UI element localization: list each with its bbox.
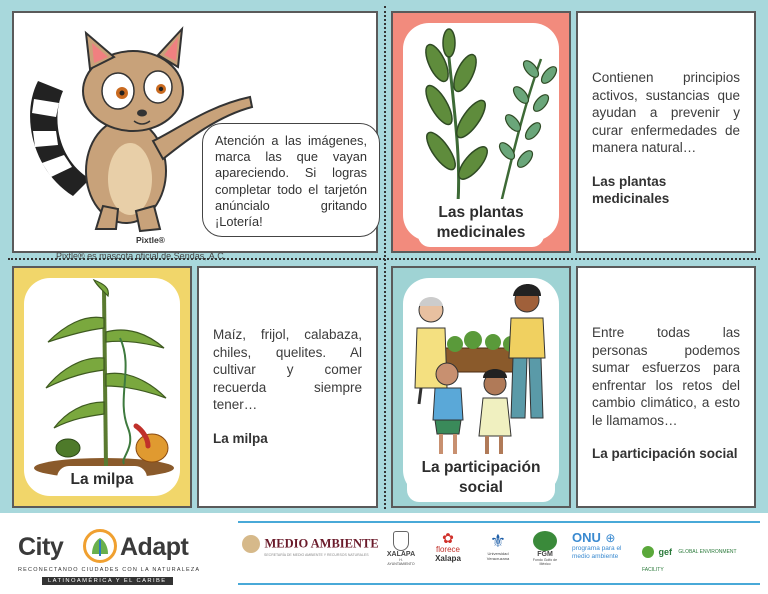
- plantas-image-card: [391, 11, 571, 253]
- un-globe-icon: ⊕: [605, 531, 616, 545]
- florece-xalapa-logo: ✿ florece Xalapa: [428, 531, 468, 563]
- onu-medio-ambiente-logo: ONU ⊕ programa para el medio ambiente: [572, 530, 622, 560]
- mascot-credit: Pixtle® es mascota oficial de Sendas, A.C.: [56, 251, 227, 261]
- sponsor-logo-strip: [238, 521, 760, 585]
- uv-logo: ⚜ Universidad Veracruzana: [476, 531, 520, 561]
- plantas-description: Contienen principios activos, sustancias que ayudan a prevenir y curar enfermedades de manera natural…: [592, 70, 740, 155]
- milpa-image-card: [12, 266, 192, 508]
- mexico-seal-icon: [242, 535, 260, 553]
- footer-logos: [0, 513, 768, 594]
- fgm-emblem-icon: [533, 531, 557, 551]
- participacion-label: La participación social: [407, 454, 555, 502]
- medio-ambiente-logo: MEDIO AMBIENTE SECRETARÍA DE MEDIO AMBIENTE Y RECURSOS NATURALES: [242, 535, 380, 557]
- community-participation-illustration: [403, 278, 559, 478]
- tail-icon: [30, 81, 90, 196]
- pixtle-instructions-card: [12, 11, 378, 261]
- cityadapt-emblem-icon: [83, 529, 117, 563]
- participacion-description: Entre todas las personas podemos sumar esfuerzos para enfrentar los retos del cambio climático, a esto le llamamos…: [592, 325, 740, 428]
- participacion-image-card: [391, 266, 571, 508]
- gef-logo: gef GLOBAL ENVIRONMENT FACILITY: [642, 546, 737, 573]
- fgm-logo: FGM Fondo Golfo de México: [528, 531, 562, 566]
- speech-bubble: Atención a las imágenes, marca las que vayan apareciendo. Si logras completar todo el tarjetón anúncialo gritando ¡Lotería!: [202, 123, 380, 237]
- milpa-text-card: [197, 266, 378, 508]
- cityadapt-logo: [6, 519, 216, 589]
- xalapa-logo: XALAPA H. AYUNTAMIENTO: [386, 531, 416, 566]
- milpa-illustration: [24, 278, 180, 478]
- cityadapt-tagline: RECONECTANDO CIUDADES CON LA NATURALEZA: [18, 567, 201, 573]
- milpa-image-panel: [24, 278, 180, 496]
- cityadapt-region: LATINOAMÉRICA Y EL CARIBE: [42, 577, 173, 585]
- cityadapt-word-city: City: [18, 533, 64, 561]
- mascot-name: Pixtle®: [136, 235, 165, 245]
- plantas-text-card: [576, 11, 756, 253]
- cityadapt-word-adapt: Adapt: [120, 533, 189, 561]
- medicinal-plants-illustration: [403, 23, 559, 223]
- milpa-description: Maíz, frijol, calabaza, chiles, quelites. Al cultivar y comer recuerda siempre tener…: [213, 327, 362, 412]
- milpa-answer: La milpa: [213, 430, 268, 446]
- xalapa-shield-icon: [393, 531, 409, 551]
- participacion-text-card: [576, 266, 756, 508]
- flower-icon: ✿: [442, 530, 454, 546]
- milpa-label: La milpa: [57, 466, 147, 494]
- plantas-answer: Las plantas medicinales: [592, 173, 670, 206]
- gef-globe-icon: [642, 546, 654, 558]
- uv-emblem-icon: ⚜: [489, 531, 507, 551]
- participacion-answer: La participación social: [592, 446, 738, 461]
- cut-line-vertical: [384, 6, 386, 509]
- plantas-label: Las plantas medicinales: [418, 199, 544, 247]
